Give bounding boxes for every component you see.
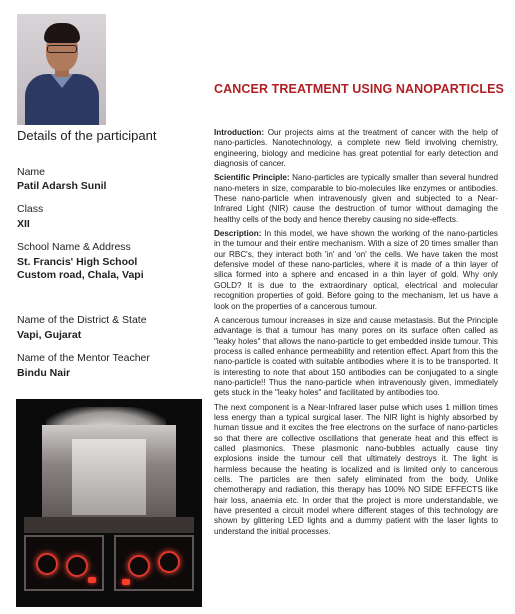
district-label: Name of the District & State [17, 314, 147, 326]
participant-name: Patil Adarsh Sunil [17, 180, 107, 192]
principle-label: Scientific Principle: [214, 173, 290, 183]
district-value: Vapi, Gujarat [17, 329, 82, 341]
school-address: Custom road, Chala, Vapi [17, 269, 144, 281]
laser-paragraph: The next component is a Near-Infrared laser pulse which uses 1 million times less energy than a typical surgical laser. The NIR light is highly absorbed by human tissue and it excites the free electrons on the surface of nano-particles so that there are collective oscillations that generate heat and this effect is called plasmonics. These plasmonic nano-bubbles actually cause tiny explosions inside the tumour cell that ultimately destroys it. The light is harmless because the heating is localized and is limited only to cancerous cells. The particles are then safely eliminated from the body. Unlike chemotherapy and radiation, this therapy has 100% NO SIDE EFFECTS like hair loss, anaemia etc. In order that the project is more understandable, we have presented a circuit model where different stages of this technology are shown by glittering LED lights and a dummy patient with the laser lights to understand the initial processes. [214, 402, 498, 536]
project-title: CANCER TREATMENT USING NANOPARTICLES [214, 82, 504, 96]
principle-text: Nano-particles are typically smaller than several hundred nano-meters in size, comparable to bio-molecules like enzymes or antibodies. These nano-particle when intravenously given and subjected to a Near-Infrared Light (NIR) cause the destruction of tumor without damaging the healthy cells of the body and hence thereby causing no side-effects. [214, 173, 498, 224]
mentor-name: Bindu Nair [17, 367, 71, 379]
participant-photo [17, 14, 106, 125]
intro-text: Our projects aims at the treatment of cancer with the help of nano-particles. Nanotechnology, a complete new field involving chemistry, engineering, biology and medicine has great potential for early detection and diagnosis of cancer. [214, 128, 498, 169]
class-label: Class [17, 203, 44, 215]
description-label: Description: [214, 229, 262, 239]
school-label: School Name & Address [17, 241, 131, 253]
name-label: Name [17, 166, 46, 178]
tumour-paragraph: A cancerous tumour increases in size and cause metastasis. But the Principle advantage is that a tumour has many pores on its surface often called as "leaky holes" that allows the nano-particle to get embedded inside tumour. This process is called enhance permeability and retention effect. Apart from this the nano-particle is coated with suitable antibodies where it is to be transported. It is interesting to note that about 150 antibodies can be conjugated to a single nano-particle!! Thus the nano-particle when intravenously given, immediately gets stuck in the "leaky holes" and facilitated by antibodies too. [214, 315, 498, 398]
description-paragraph [214, 229, 498, 312]
principle-paragraph [214, 173, 498, 225]
description-text: In this model, we have shown the working of the nano-particles in the tumour and their entire mechanism. With a size of 20 times smaller than our RBC's, they interact both 'in' and 'on' the cells. We have taken the most defensive model of these nano-particles, where it is made of a thin layer of silica formed into a sphere and encased in a thin layer of gold. Why only GOLD? It is due to the extraordinary optical, electrical and molecular recognition properties of gold. Before going to the mechanism, let us have a look on the properties of a cancerous tumour. [214, 229, 498, 311]
intro-paragraph [214, 128, 498, 169]
project-model-photo [16, 399, 202, 607]
school-name: St. Francis' High School [17, 256, 138, 268]
article-body [214, 128, 498, 541]
intro-label: Introduction: [214, 128, 265, 137]
participant-class: XII [17, 218, 30, 230]
participant-section-title: Details of the participant [17, 128, 157, 143]
mentor-label: Name of the Mentor Teacher [17, 352, 150, 364]
